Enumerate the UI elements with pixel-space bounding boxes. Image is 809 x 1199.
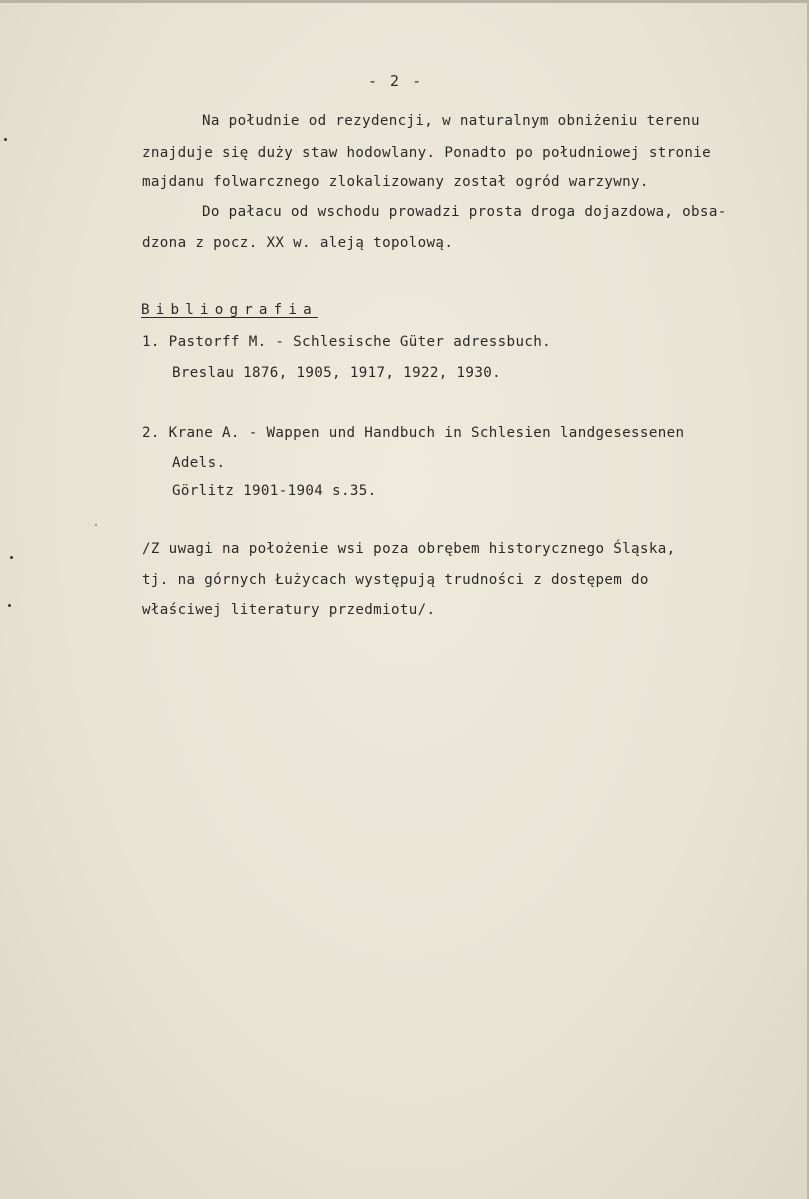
page-top-edge bbox=[0, 0, 809, 3]
paragraph2-line-1: Do pałacu od wschodu prowadzi prosta droga dojazdowa, obsa- bbox=[202, 204, 727, 220]
note-line-1: /Z uwagi na położenie wsi poza obrębem historycznego Śląska, bbox=[142, 541, 676, 557]
margin-speck bbox=[8, 604, 11, 607]
paragraph2-line-2: dzona z pocz. XX w. aleją topolową. bbox=[142, 235, 454, 251]
paragraph1-line-3: majdanu folwarcznego zlokalizowany został ogród warzywny. bbox=[142, 174, 649, 190]
bibliography-entry1-line-1: 1. Pastorff M. - Schlesische Güter adressbuch. bbox=[142, 334, 552, 350]
paragraph1-line-2: znajduje się duży staw hodowlany. Ponadto po południowej stronie bbox=[142, 145, 712, 161]
bibliography-entry2-line-3: Görlitz 1901-1904 s.35. bbox=[172, 483, 377, 499]
note-line-3: właściwej literatury przedmiotu/. bbox=[142, 602, 436, 618]
margin-speck bbox=[10, 556, 13, 559]
paragraph1-line-1: Na południe od rezydencji, w naturalnym obniżeniu terenu bbox=[202, 113, 700, 129]
bibliography-entry2-line-1: 2. Krane A. - Wappen und Handbuch in Schlesien landgesessenen bbox=[142, 425, 685, 441]
bibliography-heading: Bibliografia bbox=[141, 302, 318, 318]
bibliography-entry2-line-2: Adels. bbox=[172, 455, 226, 471]
page-number: - 2 - bbox=[368, 72, 424, 90]
bibliography-entry1-line-2: Breslau 1876, 1905, 1917, 1922, 1930. bbox=[172, 365, 501, 381]
note-line-2: tj. na górnych Łużycach występują trudności z dostępem do bbox=[142, 572, 649, 588]
margin-speck bbox=[4, 138, 7, 141]
paper-speck bbox=[95, 524, 97, 526]
